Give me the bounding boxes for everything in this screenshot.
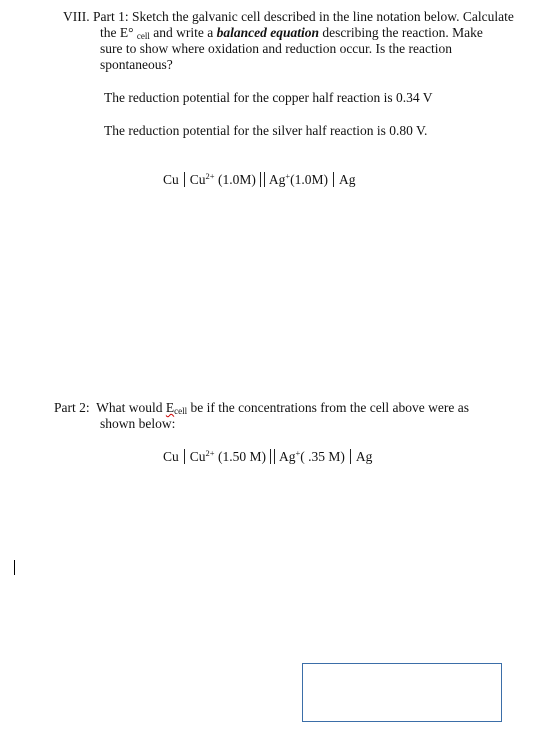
ecell-misspelling: Ecell	[165, 400, 188, 416]
salt-bridge	[270, 449, 275, 464]
cell-notation-1: Cu $Cu^{2+}$ (1.0M) Ag+(1.0M) Ag	[163, 171, 356, 187]
phase-boundary	[350, 449, 351, 464]
part2-heading: Part 2:	[54, 400, 90, 415]
part1-question-line1	[63, 9, 514, 25]
cell-notation-2: Cu $Cu^{2+}$ (1.50 M) Ag+( .35 M) Ag	[163, 448, 373, 464]
text-cursor	[14, 560, 15, 575]
phase-boundary	[184, 172, 185, 187]
part1-heading: VIII. Part 1:	[63, 9, 129, 24]
anode-metal: Cu	[163, 172, 179, 187]
anode-metal: Cu	[163, 449, 179, 464]
part1-question-line2: the E° cell and write a balanced equation describing the reaction. Make	[100, 25, 483, 41]
cathode-ion-concentration: (1.0M)	[290, 172, 328, 187]
cathode-ion-concentration: ( .35 M)	[300, 449, 345, 464]
part1-text-line1: Sketch the galvanic cell described in the line notation below. Calculate	[131, 9, 514, 24]
cell-subscript: cell	[136, 31, 150, 41]
cathode-metal: Ag	[339, 172, 356, 187]
copper-reduction-potential: The reduction potential for the copper half reaction is 0.34 V	[104, 90, 433, 105]
part1-question-line3: sure to show where oxidation and reduction occur. Is the reaction	[100, 41, 453, 56]
anode-ion-concentration: (1.0M)	[217, 172, 256, 187]
salt-bridge	[260, 172, 265, 187]
silver-reduction-potential: The reduction potential for the silver half reaction is 0.80 V.	[104, 123, 428, 138]
cathode-metal: Ag	[355, 449, 373, 464]
part2-question-line2: shown below:	[100, 416, 176, 431]
cathode-ion: Ag	[268, 172, 286, 187]
cathode-ion: Ag	[278, 449, 296, 464]
anode-ion: Cu	[189, 172, 206, 187]
part2-question-line1: Part 2: What would Ecell be if the concentrations from the cell above were as	[54, 400, 470, 416]
phase-boundary	[184, 449, 185, 464]
anode-ion-concentration: (1.50 M)	[217, 449, 266, 464]
phase-boundary	[333, 172, 334, 187]
balanced-equation-emphasis: balanced equation	[216, 25, 320, 40]
anode-ion: Cu	[189, 449, 206, 464]
part1-question-line4: spontaneous?	[100, 57, 173, 72]
answer-text-box[interactable]	[302, 663, 502, 722]
